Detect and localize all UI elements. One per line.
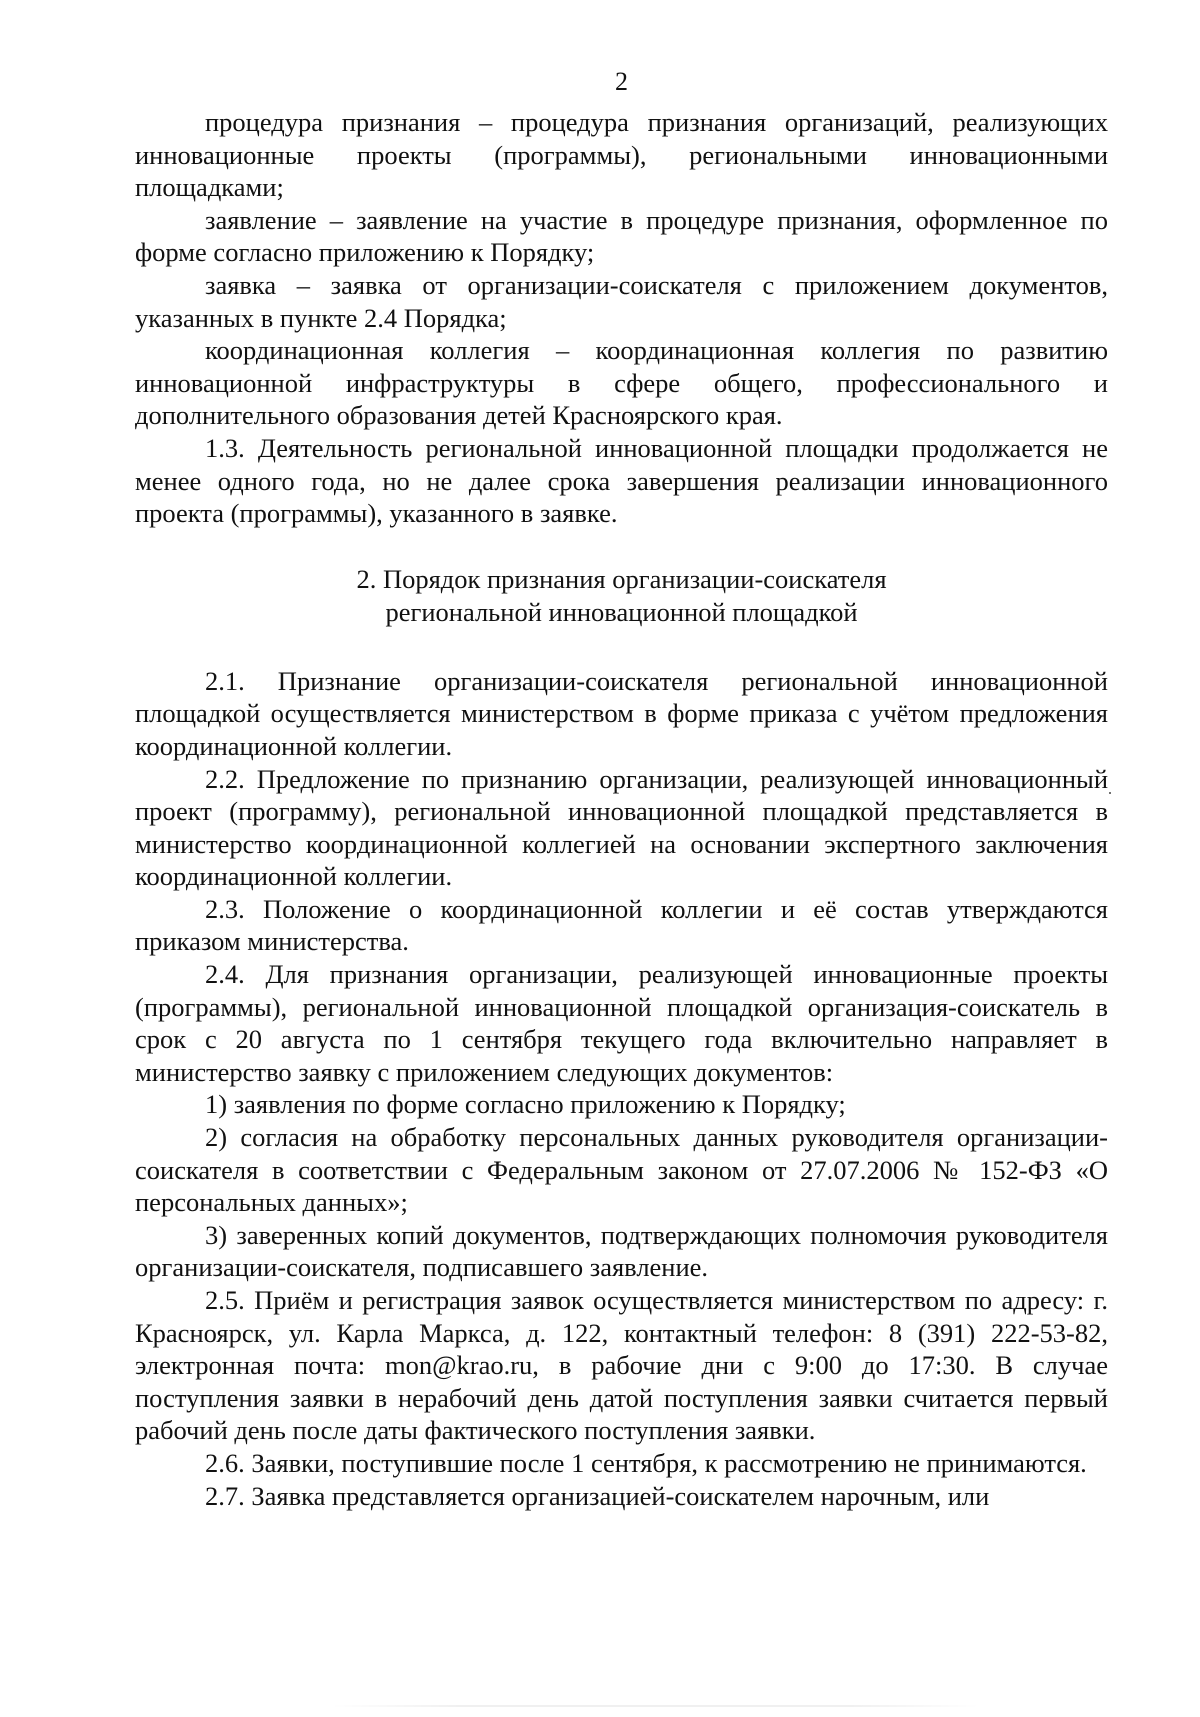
- paragraph-definition-procedure: процедура признания – процедура признания организаций, реализующих инновационные проекты (программы), региональными инновационными площадками;: [135, 107, 1108, 203]
- paragraph-2-5: 2.5. Приём и регистрация заявок осуществляется министерством по адресу: г. Красноярск, ул. Карла Маркса, д. 122, контактный телефон: 8 (391) 222-53-82, электронная почта: mon@krao.ru, в рабочие дни с 9:00 до 17:30. В случае поступления заявки в нерабочий день датой поступления заявки считается первый рабочий день после даты фактического поступления заявки.: [135, 1285, 1108, 1446]
- paragraph-2-6: 2.6. Заявки, поступившие после 1 сентября, к рассмотрению не принимаются.: [205, 1447, 1087, 1478]
- scan-bottom-trace: [330, 1705, 980, 1707]
- section-2-heading-line-2: региональной инновационной площадкой: [385, 596, 858, 627]
- definitions-block: [135, 106, 1108, 530]
- paragraph-definition-request: заявка – заявка от организации-соискателя с приложением документов, указанных в пункте 2.4 Порядка;: [135, 269, 1108, 333]
- page-number: 2: [615, 67, 628, 96]
- section-2-heading-line-1: 2. Порядок признания организации-соискателя: [356, 563, 887, 594]
- scan-speck: [1109, 792, 1111, 794]
- paragraph-2-1: 2.1. Признание организации-соискателя региональной инновационной площадкой осуществляется министерством в форме приказа с учётом предложения координационной коллегии.: [135, 665, 1108, 761]
- paragraph-definition-collegium: координационная коллегия – координационная коллегия по развитию инновационной инфраструктуры в сфере общего, профессионального и дополнительного образования детей Красноярского края.: [135, 335, 1108, 431]
- paragraph-definition-application: заявление – заявление на участие в процедуре признания, оформленное по форме согласно приложению к Порядку;: [135, 204, 1108, 268]
- list-item-2-4-1: 1) заявления по форме согласно приложению к Порядку;: [205, 1089, 846, 1120]
- paragraph-1-3: 1.3. Деятельность региональной инновационной площадки продолжается не менее одного года, но не далее срока завершения реализации инновационного проекта (программы), указанного в заявке.: [135, 432, 1108, 529]
- list-item-2-4-3: 3) заверенных копий документов, подтверждающих полномочия руководителя организации-соискателя, подписавшего заявление.: [135, 1219, 1108, 1283]
- paragraph-2-7: 2.7. Заявка представляется организацией-соискателем нарочным, или: [205, 1480, 990, 1511]
- list-item-2-4-2: 2) согласия на обработку персональных данных руководителя организации-соискателя в соответствии с Федеральным законом от 27.07.2006 № 152-ФЗ «О персональных данных»;: [135, 1122, 1108, 1218]
- paragraph-2-4: 2.4. Для признания организации, реализующей инновационные проекты (программы), региональной инновационной площадкой организация-соискатель в срок с 20 августа по 1 сентября текущего года включительно направляет в министерство заявку с приложением следующих документов:: [135, 959, 1108, 1087]
- section-2-body: [135, 665, 1108, 1512]
- paragraph-2-2: 2.2. Предложение по признанию организации, реализующей инновационный проект (программу), региональной инновационной площадкой представляется в министерство координационной коллегией на основании экспертного заключения координационной коллегии.: [135, 763, 1108, 892]
- section-2-heading: [135, 563, 1108, 629]
- document-body: [135, 106, 1108, 1512]
- paragraph-2-3: 2.3. Положение о координационной коллегии и её состав утверждаются приказом министерства.: [135, 893, 1108, 957]
